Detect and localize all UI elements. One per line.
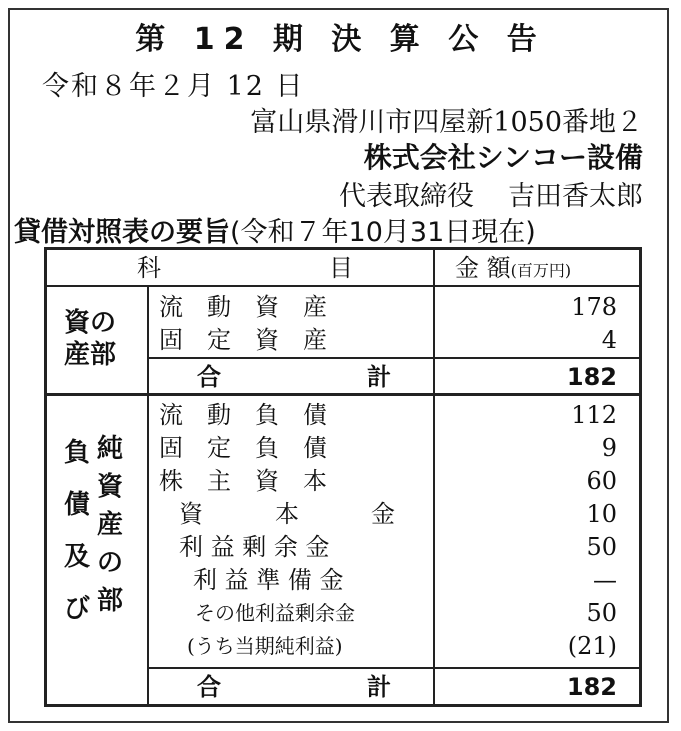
liab-label-char: 純 (97, 434, 124, 464)
liab-section-label-col1 (64, 427, 90, 635)
liability-value: 9 (601, 434, 617, 462)
assets-total-label-2: 計 (367, 363, 391, 391)
liab-total-value: 182 (566, 673, 617, 701)
liab-label-char: 産 (97, 510, 124, 540)
liability-value: 112 (571, 401, 617, 429)
assets-total-label-1: 合 (197, 363, 221, 391)
header-amount-label: 金 額 (455, 254, 511, 282)
liab-total-label-1: 合 (197, 673, 221, 701)
asset-label: 固 定 資 産 (159, 326, 327, 354)
header-item-1: 科 (137, 254, 161, 282)
asset-value: 4 (601, 326, 617, 354)
liab-total-label-2: 計 (367, 673, 391, 701)
representative-title: 代表取締役 (339, 181, 474, 212)
liability-value: 10 (586, 500, 617, 528)
company-name: 株式会社シンコー設備 (363, 141, 643, 174)
liab-total-divider (147, 667, 639, 669)
amount-column-divider (433, 250, 435, 704)
liability-label: 株 主 資 本 (159, 467, 327, 495)
asset-label: 流 動 資 産 (159, 293, 327, 321)
liability-value: (21) (567, 632, 617, 660)
liab-label-char: 資 (97, 472, 124, 502)
section-divider (47, 393, 639, 396)
liab-section-label-col2 (97, 430, 123, 620)
liab-label-char: 部 (97, 586, 124, 616)
liability-value: 50 (586, 599, 617, 627)
liability-label: 固 定 負 債 (159, 434, 327, 462)
balance-sheet-table (44, 247, 642, 707)
liability-label: 利 益 剰 余 金 (179, 533, 330, 561)
section-column-divider (147, 287, 149, 704)
asset-value: 178 (571, 293, 617, 321)
liab-label-char: び (64, 594, 91, 624)
assets-total-value: 182 (566, 363, 617, 391)
liab-label-char: 負 (64, 438, 91, 468)
liability-label: 資 本 金 (179, 500, 395, 528)
liability-label: 利 益 準 備 金 (193, 566, 344, 594)
balance-sheet-date: (令和７年10月31日現在) (230, 217, 536, 248)
representative (339, 174, 643, 213)
header-divider (47, 285, 639, 287)
header-item-2: 目 (329, 254, 353, 282)
balance-sheet-heading (14, 210, 536, 249)
representative-name: 吉田香太郎 (508, 181, 643, 212)
notice-date: 令和８年２月 12 日 (42, 71, 305, 102)
liability-value: — (593, 566, 617, 594)
assets-label-line-2: 産部 (64, 340, 117, 370)
balance-sheet-title: 貸借対照表の要旨 (14, 217, 230, 248)
assets-total-divider (147, 357, 639, 359)
liability-value: 60 (586, 467, 617, 495)
assets-label-line-1: 資の (64, 308, 117, 338)
header-amount (455, 255, 571, 284)
header-unit: (百万円) (510, 261, 572, 280)
assets-section-label (64, 307, 116, 371)
liability-value: 50 (586, 533, 617, 561)
liability-label: 流 動 負 債 (159, 401, 327, 429)
company-address: 富山県滑川市四屋新1050番地２ (250, 107, 643, 138)
notice-title: 第 12 期 決 算 公 告 (135, 22, 546, 57)
liability-label: (うち当期純利益) (187, 634, 343, 658)
liab-label-char: 及 (64, 542, 91, 572)
liab-label-char: の (97, 548, 124, 578)
liab-label-char: 債 (64, 490, 91, 520)
liability-label: その他利益剰余金 (195, 601, 355, 625)
